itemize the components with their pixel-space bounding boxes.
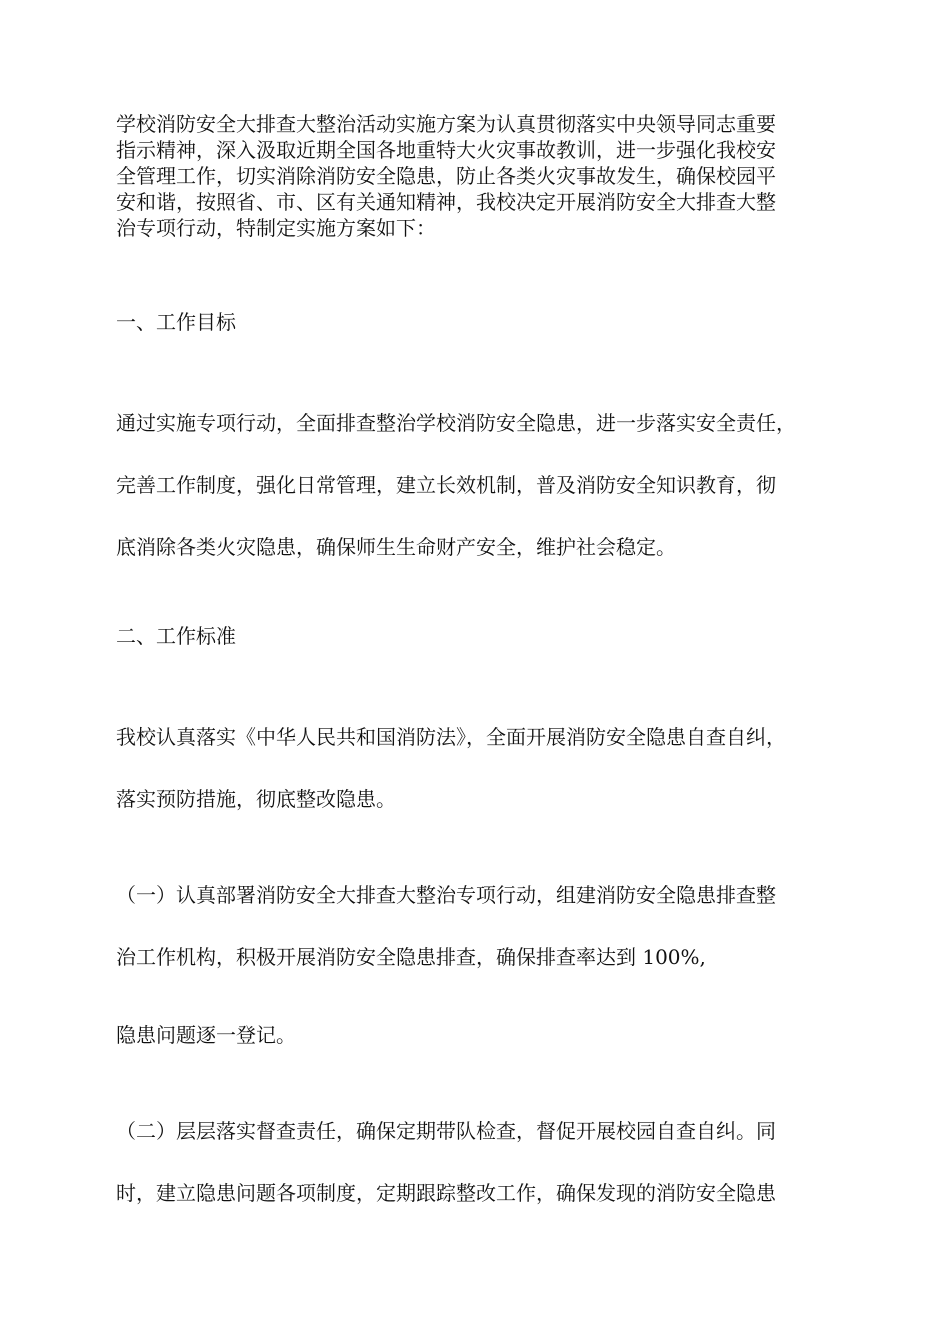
section-2-heading: 二、工作标准 [116, 624, 236, 648]
paragraph-line: 底消除各类火灾隐患，确保师生生命财产安全，维护社会稳定。 [116, 535, 676, 559]
paragraph-line: 治工作机构，积极开展消防安全隐患排查，确保排查率达到 100%, [116, 945, 706, 969]
intro-line: 学校消防安全大排查大整治活动实施方案为认真贯彻落实中央领导同志重要 [116, 112, 776, 136]
section-1-heading: 一、工作目标 [116, 310, 236, 334]
item-1-continuation: 隐患问题逐一登记。 [116, 1023, 296, 1047]
paragraph-line: （一）认真部署消防安全大排查大整治专项行动，组建消防安全隐患排查整 [116, 883, 776, 907]
item-1-paragraph [116, 864, 832, 988]
paragraph-line: 通过实施专项行动，全面排查整治学校消防安全隐患，进一步落实安全责任， [116, 411, 796, 435]
item-2-paragraph [116, 1100, 832, 1224]
intro-line: 治专项行动，特制定实施方案如下： [116, 216, 436, 240]
paragraph-line: 我校认真落实《中华人民共和国消防法》，全面开展消防安全隐患自查自纠， [116, 725, 786, 749]
section-2-paragraph [116, 706, 832, 830]
intro-line: 安和谐，按照省、市、区有关通知精神，我校决定开展消防安全大排查大整 [116, 190, 776, 214]
paragraph-line: 时，建立隐患问题各项制度，定期跟踪整改工作，确保发现的消防安全隐患 [116, 1181, 776, 1205]
intro-paragraph [116, 111, 832, 241]
section-1-paragraph [116, 392, 832, 578]
intro-line: 指示精神，深入汲取近期全国各地重特大火灾事故教训，进一步强化我校安 [116, 138, 776, 162]
paragraph-line: 落实预防措施，彻底整改隐患。 [116, 787, 396, 811]
paragraph-line: （二）层层落实督查责任，确保定期带队检查，督促开展校园自查自纠。同 [116, 1119, 776, 1143]
intro-line: 全管理工作，切实消除消防安全隐患，防止各类火灾事故发生，确保校园平 [116, 164, 776, 188]
paragraph-line: 完善工作制度，强化日常管理，建立长效机制，普及消防安全知识教育，彻 [116, 473, 776, 497]
